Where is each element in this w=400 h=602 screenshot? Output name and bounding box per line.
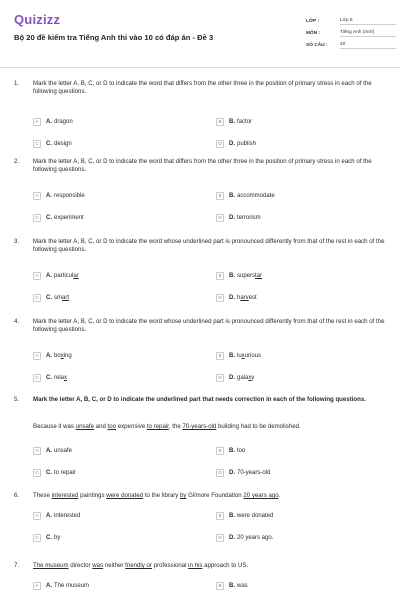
option-text bbox=[54, 447, 72, 455]
option-letter-box[interactable]: C bbox=[33, 374, 41, 382]
option-text bbox=[54, 192, 85, 200]
option-letter: C. bbox=[46, 141, 52, 147]
option-letter-box[interactable]: D bbox=[216, 374, 224, 382]
option-letter: B. bbox=[229, 353, 235, 359]
option-letter-box[interactable]: B bbox=[216, 512, 224, 520]
option-text bbox=[237, 118, 252, 126]
option-text-part: publish bbox=[237, 141, 257, 147]
option-text-part: y bbox=[251, 375, 255, 381]
question-number: 5. bbox=[14, 396, 20, 403]
text-segment: , the bbox=[168, 423, 183, 430]
answer-option-d[interactable] bbox=[216, 214, 261, 222]
option-letter: B. bbox=[229, 583, 235, 589]
option-text bbox=[237, 447, 245, 455]
option-letter: D. bbox=[229, 295, 235, 301]
option-letter: B. bbox=[229, 448, 235, 454]
question bbox=[0, 492, 400, 562]
underlined-part: were donated bbox=[106, 492, 144, 499]
option-text bbox=[54, 582, 89, 590]
meta-label: SỐ CÂU : bbox=[306, 42, 328, 48]
option-underlined-part: x bbox=[60, 353, 64, 359]
option-letter-box[interactable]: C bbox=[33, 469, 41, 477]
answer-option-d[interactable] bbox=[216, 469, 270, 477]
option-letter: D. bbox=[229, 215, 235, 221]
worksheet-meta bbox=[306, 15, 396, 51]
answer-option-d[interactable] bbox=[216, 534, 273, 542]
text-segment: Because it was bbox=[33, 423, 76, 430]
question bbox=[0, 158, 400, 238]
option-text-part: 70-years-old bbox=[237, 470, 271, 476]
underlined-part: 70-years-old bbox=[182, 423, 217, 430]
option-underlined-part: ar bbox=[73, 273, 79, 279]
option-letter: A. bbox=[46, 193, 52, 199]
meta-label: LỚP : bbox=[306, 18, 320, 24]
option-text bbox=[237, 192, 275, 200]
answer-option-a[interactable] bbox=[33, 118, 73, 126]
underlined-part: friendly or bbox=[125, 562, 152, 569]
meta-value: 40 bbox=[340, 42, 396, 49]
text-segment: neither bbox=[103, 562, 126, 569]
text-segment: Gilmore Foundation bbox=[186, 492, 244, 499]
option-text-part: 20 years ago. bbox=[237, 535, 274, 541]
answer-option-b[interactable] bbox=[216, 352, 261, 360]
question-sentence bbox=[33, 423, 387, 431]
option-letter: A. bbox=[46, 119, 52, 125]
answer-option-a[interactable] bbox=[33, 192, 85, 200]
option-text bbox=[237, 214, 261, 222]
option-letter-box[interactable]: C bbox=[33, 140, 41, 148]
option-letter-box[interactable]: D bbox=[216, 294, 224, 302]
option-letter: C. bbox=[46, 535, 52, 541]
option-text bbox=[54, 272, 79, 280]
option-letter: D. bbox=[229, 375, 235, 381]
option-text-part: ing bbox=[63, 353, 72, 359]
question-number: 1. bbox=[14, 80, 20, 87]
answer-option-b[interactable] bbox=[216, 512, 273, 520]
option-text-part: experiment bbox=[54, 215, 84, 221]
option-letter-box[interactable]: B bbox=[216, 352, 224, 360]
question bbox=[0, 238, 400, 318]
text-segment: director bbox=[68, 562, 93, 569]
document-title: Bộ 20 đề kiểm tra Tiếng Anh thi vào 10 có đáp án - Đề 3 bbox=[14, 33, 214, 42]
option-letter-box[interactable]: A bbox=[33, 512, 41, 520]
option-text-part: interested bbox=[54, 513, 81, 519]
answer-option-c[interactable] bbox=[33, 294, 69, 302]
option-text bbox=[54, 534, 60, 542]
question-number: 3. bbox=[14, 238, 20, 245]
option-letter: D. bbox=[229, 535, 235, 541]
option-letter: D. bbox=[229, 470, 235, 476]
answer-option-d[interactable] bbox=[216, 374, 254, 382]
answer-option-b[interactable] bbox=[216, 118, 252, 126]
option-underlined-part: x bbox=[248, 375, 252, 381]
quizizz-logo[interactable]: Quizizz bbox=[14, 12, 61, 27]
option-text bbox=[54, 214, 84, 222]
option-letter-box[interactable]: C bbox=[33, 534, 41, 542]
option-underlined-part: arv bbox=[240, 295, 249, 301]
answer-option-b[interactable] bbox=[216, 192, 275, 200]
question-number: 2. bbox=[14, 158, 20, 165]
underlined-part: was bbox=[92, 562, 104, 569]
option-text-part: rela bbox=[54, 375, 65, 381]
option-underlined-part: x bbox=[64, 375, 68, 381]
option-letter-box[interactable]: A bbox=[33, 352, 41, 360]
option-text-part: h bbox=[237, 295, 241, 301]
option-letter-box[interactable]: C bbox=[33, 294, 41, 302]
option-letter-box[interactable]: B bbox=[216, 272, 224, 280]
option-text bbox=[237, 469, 270, 477]
question bbox=[0, 318, 400, 396]
option-text-part: accommodate bbox=[237, 193, 275, 199]
option-letter-box[interactable]: A bbox=[33, 447, 41, 455]
answer-option-a[interactable] bbox=[33, 352, 72, 360]
option-text-part: to repair bbox=[54, 470, 77, 476]
text-segment: professional bbox=[151, 562, 189, 569]
underlined-part: in his bbox=[188, 562, 203, 569]
text-segment: building had to be demolished. bbox=[216, 423, 301, 430]
question-number: 6. bbox=[14, 492, 20, 499]
answer-option-b[interactable] bbox=[216, 272, 262, 280]
underlined-part: too bbox=[107, 423, 117, 430]
option-letter: C. bbox=[46, 215, 52, 221]
option-text-part: dragon bbox=[54, 119, 73, 125]
option-text-part: The museum bbox=[54, 583, 90, 589]
text-segment: paintings bbox=[78, 492, 107, 499]
question bbox=[0, 562, 400, 602]
answer-option-a[interactable] bbox=[33, 582, 89, 590]
meta-label: MÔN : bbox=[306, 30, 321, 36]
answer-option-d[interactable] bbox=[216, 294, 257, 302]
option-text-part: responsible bbox=[54, 193, 85, 199]
option-text bbox=[54, 512, 80, 520]
answer-option-b[interactable] bbox=[216, 582, 248, 590]
answer-option-c[interactable] bbox=[33, 374, 67, 382]
meta-value: Tiếng Anh (mới) bbox=[340, 30, 396, 37]
option-text bbox=[237, 534, 273, 542]
option-letter: C. bbox=[46, 375, 52, 381]
underlined-part: to repair bbox=[146, 423, 169, 430]
option-text bbox=[237, 140, 256, 148]
option-letter-box[interactable]: A bbox=[33, 192, 41, 200]
question-number: 7. bbox=[14, 562, 20, 569]
question-text bbox=[33, 562, 387, 570]
option-letter-box[interactable]: C bbox=[33, 214, 41, 222]
question-text bbox=[33, 492, 387, 500]
option-letter: B. bbox=[229, 193, 235, 199]
option-underlined-part: x bbox=[241, 353, 245, 359]
header-divider bbox=[0, 67, 400, 68]
option-text-part: gala bbox=[237, 375, 249, 381]
option-text bbox=[54, 374, 67, 382]
option-text-part: sm bbox=[54, 295, 62, 301]
option-text-part: bo bbox=[54, 353, 61, 359]
option-letter-box[interactable]: B bbox=[216, 192, 224, 200]
question-text: Mark the letter A, B, C, or D to indicate the underlined part that needs correction in each of the following questions. bbox=[33, 396, 366, 403]
option-text bbox=[54, 118, 73, 126]
option-letter: A. bbox=[46, 513, 52, 519]
option-text-part: particul bbox=[54, 273, 74, 279]
option-letter: C. bbox=[46, 295, 52, 301]
option-letter: B. bbox=[229, 513, 235, 519]
option-text-part: design bbox=[54, 141, 72, 147]
option-text bbox=[54, 294, 69, 302]
text-segment: expensive bbox=[116, 423, 147, 430]
option-text-part: est bbox=[248, 295, 257, 301]
answer-option-a[interactable] bbox=[33, 272, 79, 280]
answer-option-c[interactable] bbox=[33, 214, 84, 222]
option-letter-box[interactable]: A bbox=[33, 582, 41, 590]
option-text bbox=[237, 352, 261, 360]
text-segment: . bbox=[278, 492, 281, 499]
option-letter: A. bbox=[46, 273, 52, 279]
meta-value: Lớp 9 bbox=[340, 18, 396, 25]
option-letter: D. bbox=[229, 141, 235, 147]
option-text-part: supers bbox=[237, 273, 256, 279]
question-number: 4. bbox=[14, 318, 20, 325]
answer-option-d[interactable] bbox=[216, 140, 256, 148]
question bbox=[0, 396, 400, 492]
underlined-part: 20 years ago bbox=[243, 492, 279, 499]
option-text-part: unsafe bbox=[54, 448, 73, 454]
option-underlined-part: tar bbox=[255, 273, 263, 279]
text-segment: These bbox=[33, 492, 52, 499]
option-text-part: urious bbox=[244, 353, 262, 359]
option-letter-box[interactable]: B bbox=[216, 118, 224, 126]
option-letter-box[interactable]: D bbox=[216, 214, 224, 222]
option-letter: A. bbox=[46, 448, 52, 454]
answer-option-a[interactable] bbox=[33, 512, 80, 520]
question-text: Mark the letter A, B, C, or D to indicate the word that differs from the other three in the position of primary stress in each of the following questions. bbox=[33, 158, 372, 174]
option-text-part: lu bbox=[237, 353, 242, 359]
option-text-part: too bbox=[237, 448, 246, 454]
option-letter: B. bbox=[229, 273, 235, 279]
meta-row-class bbox=[306, 15, 396, 27]
option-letter: A. bbox=[46, 583, 52, 589]
option-letter-box[interactable]: D bbox=[216, 140, 224, 148]
question-text: Mark the letter A, B, C, or D to indicate the word that differs from the other three in the position of primary stress in each of the following questions. bbox=[33, 80, 372, 96]
option-text-part: was bbox=[237, 583, 248, 589]
option-text-part: terrorism bbox=[237, 215, 261, 221]
option-underlined-part: art bbox=[62, 295, 70, 301]
option-letter-box[interactable]: D bbox=[216, 534, 224, 542]
option-text bbox=[237, 582, 248, 590]
option-text bbox=[237, 294, 257, 302]
option-text bbox=[237, 272, 262, 280]
text-segment: and bbox=[93, 423, 108, 430]
option-letter-box[interactable]: B bbox=[216, 447, 224, 455]
option-text bbox=[54, 469, 76, 477]
text-segment: approach to US. bbox=[202, 562, 249, 569]
option-text bbox=[237, 512, 273, 520]
option-letter: C. bbox=[46, 470, 52, 476]
option-text bbox=[54, 352, 72, 360]
option-letter-box[interactable]: D bbox=[216, 469, 224, 477]
option-letter: B. bbox=[229, 119, 235, 125]
underlined-part: The museum bbox=[33, 562, 69, 569]
underlined-part: by bbox=[180, 492, 187, 499]
answer-option-c[interactable] bbox=[33, 534, 60, 542]
question-text: Mark the letter A, B, C, or D to indicate the word whose underlined part is pronounced differently from that of the rest in each of the following questions. bbox=[33, 238, 385, 254]
option-text bbox=[237, 374, 254, 382]
answer-option-b[interactable] bbox=[216, 447, 245, 455]
option-text-part: were donated bbox=[237, 513, 274, 519]
underlined-part: unsafe bbox=[75, 423, 94, 430]
question bbox=[0, 80, 400, 158]
meta-row-subject bbox=[306, 27, 396, 39]
meta-row-question-count bbox=[306, 39, 396, 51]
option-letter-box[interactable]: A bbox=[33, 118, 41, 126]
option-letter-box[interactable]: B bbox=[216, 582, 224, 590]
option-text-part: by bbox=[54, 535, 61, 541]
answer-option-c[interactable] bbox=[33, 469, 76, 477]
option-letter: A. bbox=[46, 353, 52, 359]
text-segment: to the library bbox=[143, 492, 181, 499]
option-letter-box[interactable]: A bbox=[33, 272, 41, 280]
option-text bbox=[54, 140, 72, 148]
answer-option-a[interactable] bbox=[33, 447, 72, 455]
worksheet-header bbox=[0, 0, 400, 68]
answer-option-c[interactable] bbox=[33, 140, 72, 148]
option-text-part: factor bbox=[237, 119, 253, 125]
question-text: Mark the letter A, B, C, or D to indicate the word whose underlined part is pronounced differently from that of the rest in each of the following questions. bbox=[33, 318, 385, 334]
underlined-part: interested bbox=[51, 492, 79, 499]
